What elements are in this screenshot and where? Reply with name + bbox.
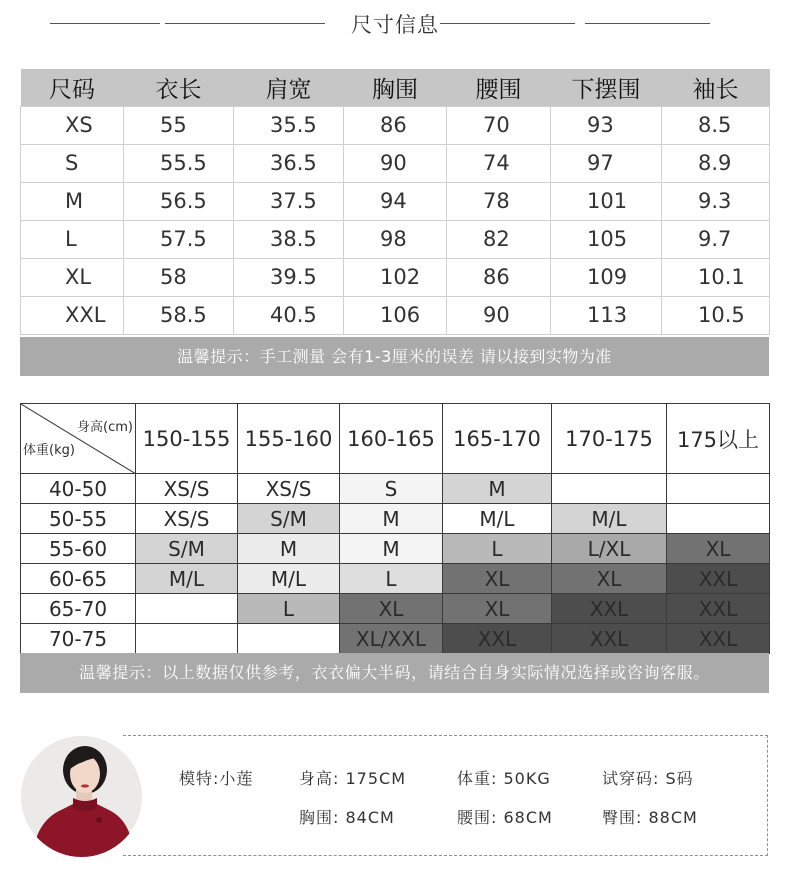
measurement-cell: 90 (344, 144, 447, 182)
measurement-cell: 58.5 (124, 296, 234, 334)
weight-range-cell: 55-60 (21, 534, 136, 564)
column-header: 肩宽 (234, 69, 344, 106)
measurement-cell: 101 (551, 182, 662, 220)
measurement-cell: 78 (447, 182, 551, 220)
model-name: 模特:小莲 (179, 769, 254, 788)
size-label-cell: L (21, 220, 124, 258)
recommended-size-cell (552, 474, 667, 504)
recommended-size-cell: XS/S (136, 504, 238, 534)
size-row (21, 106, 770, 144)
section-header (0, 0, 790, 50)
recommended-size-cell: M (443, 474, 552, 504)
height-range-header: 175以上 (667, 404, 770, 474)
recommended-size-cell (667, 504, 770, 534)
model-info-card (123, 735, 768, 856)
measurement-cell: 58 (124, 258, 234, 296)
recommended-size-cell: XS/S (238, 474, 340, 504)
recommended-size-cell: M (340, 504, 443, 534)
measurement-cell: 36.5 (234, 144, 344, 182)
measurement-tip: 温馨提示：手工测量 会有1-3厘米的误差 请以接到实物为准 (20, 337, 769, 376)
recommended-size-cell (136, 624, 238, 654)
title-divider-right (440, 23, 575, 24)
size-label-cell: M (21, 182, 124, 220)
title-divider-right-2 (585, 23, 710, 24)
size-row (21, 220, 770, 258)
recommended-size-cell: XXL (667, 564, 770, 594)
measurement-cell: 10.1 (662, 258, 770, 296)
measurement-cell: 109 (551, 258, 662, 296)
measurement-cell: 86 (447, 258, 551, 296)
measurement-cell: 97 (551, 144, 662, 182)
measurement-cell: 38.5 (234, 220, 344, 258)
size-table (20, 69, 770, 335)
page-title: 尺寸信息 (351, 13, 439, 37)
size-label-cell: XXL (21, 296, 124, 334)
recommended-size-cell: S/M (238, 504, 340, 534)
recommended-size-cell: XXL (667, 624, 770, 654)
weight-range-cell: 60-65 (21, 564, 136, 594)
measurement-cell: 94 (344, 182, 447, 220)
weight-row (21, 594, 770, 624)
recommended-size-cell: XL (340, 594, 443, 624)
measurement-cell: 93 (551, 106, 662, 144)
measurement-cell: 113 (551, 296, 662, 334)
measurement-cell: 39.5 (234, 258, 344, 296)
weight-range-cell: 70-75 (21, 624, 136, 654)
model-bust: 胸围: 84CM (299, 808, 395, 827)
column-header: 胸围 (344, 69, 447, 106)
model-hip: 臀围: 88CM (602, 808, 698, 827)
recommended-size-cell: M (340, 534, 443, 564)
recommended-size-cell: XXL (552, 594, 667, 624)
recommended-size-cell: XXL (552, 624, 667, 654)
measurement-cell: 98 (344, 220, 447, 258)
recommended-size-cell (667, 474, 770, 504)
measurement-cell: 8.5 (662, 106, 770, 144)
model-weight: 体重: 50KG (457, 769, 551, 788)
measurement-cell: 70 (447, 106, 551, 144)
measurement-cell: 106 (344, 296, 447, 334)
model-avatar (21, 736, 142, 857)
fit-table (20, 403, 770, 654)
weight-row (21, 564, 770, 594)
recommended-size-cell: L (238, 594, 340, 624)
measurement-cell: 57.5 (124, 220, 234, 258)
size-row (21, 182, 770, 220)
height-range-header: 155-160 (238, 404, 340, 474)
column-header: 衣长 (124, 69, 234, 106)
size-row (21, 144, 770, 182)
fit-tip: 温馨提示：以上数据仅供参考，衣衣偏大半码，请结合自身实际情况选择或咨询客服。 (20, 653, 769, 693)
height-range-header: 170-175 (552, 404, 667, 474)
recommended-size-cell: S/M (136, 534, 238, 564)
recommended-size-cell: L/XL (552, 534, 667, 564)
measurement-cell: 9.7 (662, 220, 770, 258)
recommended-size-cell: XL (443, 594, 552, 624)
recommended-size-cell: XS/S (136, 474, 238, 504)
weight-axis-label: 体重(kg) (23, 443, 75, 458)
weight-row (21, 534, 770, 564)
measurement-cell: 55.5 (124, 144, 234, 182)
model-portrait-illustration (21, 736, 142, 857)
recommended-size-cell: M (238, 534, 340, 564)
recommended-size-cell: M/L (238, 564, 340, 594)
column-header: 尺码 (21, 69, 124, 106)
measurement-cell: 82 (447, 220, 551, 258)
model-waist: 腰围: 68CM (457, 808, 553, 827)
measurement-cell: 9.3 (662, 182, 770, 220)
model-try-size: 试穿码: S码 (602, 769, 694, 788)
size-table-header (21, 69, 770, 106)
measurement-cell: 90 (447, 296, 551, 334)
diagonal-header-cell (21, 404, 136, 474)
recommended-size-cell (238, 624, 340, 654)
measurement-cell: 40.5 (234, 296, 344, 334)
size-label-cell: XS (21, 106, 124, 144)
recommended-size-cell: XL (552, 564, 667, 594)
height-axis-label: 身高(cm) (77, 420, 133, 435)
size-label-cell: S (21, 144, 124, 182)
fit-table-header (21, 404, 770, 474)
measurement-cell: 105 (551, 220, 662, 258)
recommended-size-cell: XL (667, 534, 770, 564)
recommended-size-cell: L (340, 564, 443, 594)
measurement-cell: 8.9 (662, 144, 770, 182)
recommended-size-cell: S (340, 474, 443, 504)
size-row (21, 258, 770, 296)
measurement-cell: 35.5 (234, 106, 344, 144)
measurement-cell: 86 (344, 106, 447, 144)
recommended-size-cell: M/L (552, 504, 667, 534)
size-label-cell: XL (21, 258, 124, 296)
measurement-cell: 56.5 (124, 182, 234, 220)
measurement-cell: 102 (344, 258, 447, 296)
recommended-size-cell: XXL (667, 594, 770, 624)
column-header: 腰围 (447, 69, 551, 106)
measurement-cell: 37.5 (234, 182, 344, 220)
recommended-size-cell: XL (443, 564, 552, 594)
weight-range-cell: 40-50 (21, 474, 136, 504)
height-range-header: 160-165 (340, 404, 443, 474)
measurement-cell: 55 (124, 106, 234, 144)
measurement-cell: 74 (447, 144, 551, 182)
recommended-size-cell: M/L (136, 564, 238, 594)
size-row (21, 296, 770, 334)
height-range-header: 165-170 (443, 404, 552, 474)
model-height: 身高: 175CM (299, 769, 406, 788)
measurement-cell: 10.5 (662, 296, 770, 334)
weight-range-cell: 65-70 (21, 594, 136, 624)
weight-row (21, 624, 770, 654)
column-header: 下摆围 (551, 69, 662, 106)
recommended-size-cell: L (443, 534, 552, 564)
height-range-header: 150-155 (136, 404, 238, 474)
recommended-size-cell (136, 594, 238, 624)
recommended-size-cell: M/L (443, 504, 552, 534)
weight-range-cell: 50-55 (21, 504, 136, 534)
weight-row (21, 504, 770, 534)
column-header: 袖长 (662, 69, 770, 106)
recommended-size-cell: XL/XXL (340, 624, 443, 654)
weight-row (21, 474, 770, 504)
recommended-size-cell: XXL (443, 624, 552, 654)
